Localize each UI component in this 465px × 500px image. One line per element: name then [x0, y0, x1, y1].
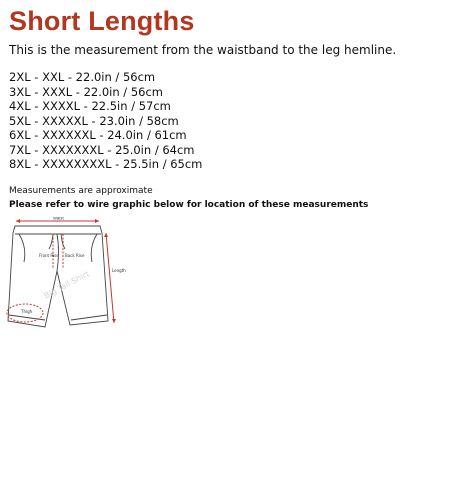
thigh-label: Thigh — [21, 309, 33, 314]
waist-label: Waist — [53, 217, 64, 221]
length-label: Length — [112, 268, 126, 273]
shorts-measurement-diagram — [5, 217, 135, 332]
size-item: 8XL - XXXXXXXXL - 25.5in / 65cm — [9, 157, 203, 171]
size-item: 7XL - XXXXXXXL - 25.0in / 64cm — [9, 142, 195, 157]
length-arrow-top-icon — [104, 233, 108, 237]
cuff-right — [71, 315, 107, 320]
size-item: 6XL - XXXXXXL - 24.0in / 61cm — [9, 128, 187, 142]
cuff-left — [9, 315, 45, 320]
watermark-text: Big Tall Shirt — [42, 269, 91, 301]
page-subtitle: This is the measurement from the waistband to the leg hemline. — [9, 43, 397, 57]
back-rise-label: Back Rise — [65, 253, 85, 258]
size-item: 2XL - XXL - 22.0in / 56cm — [9, 70, 156, 84]
waist-arrow-right-icon — [95, 219, 99, 223]
size-list — [9, 70, 202, 172]
size-item: 3XL - XXXL - 22.0in / 56cm — [9, 84, 163, 99]
size-item: 5XL - XXXXXL - 23.0in / 58cm — [9, 113, 179, 128]
pocket-left — [19, 234, 25, 262]
length-arrow-bottom-icon — [112, 319, 116, 323]
pocket-right — [91, 234, 97, 262]
size-item: 4XL - XXXXL - 22.5in / 57cm — [9, 99, 171, 113]
front-rise-label: Front Rise — [39, 253, 59, 258]
page-title: Short Lengths — [9, 6, 195, 36]
refer-note: Please refer to wire graphic below for location of these measurements — [9, 200, 369, 210]
waist-arrow-left-icon — [16, 219, 20, 223]
approximate-note: Measurements are approximate — [9, 186, 153, 196]
